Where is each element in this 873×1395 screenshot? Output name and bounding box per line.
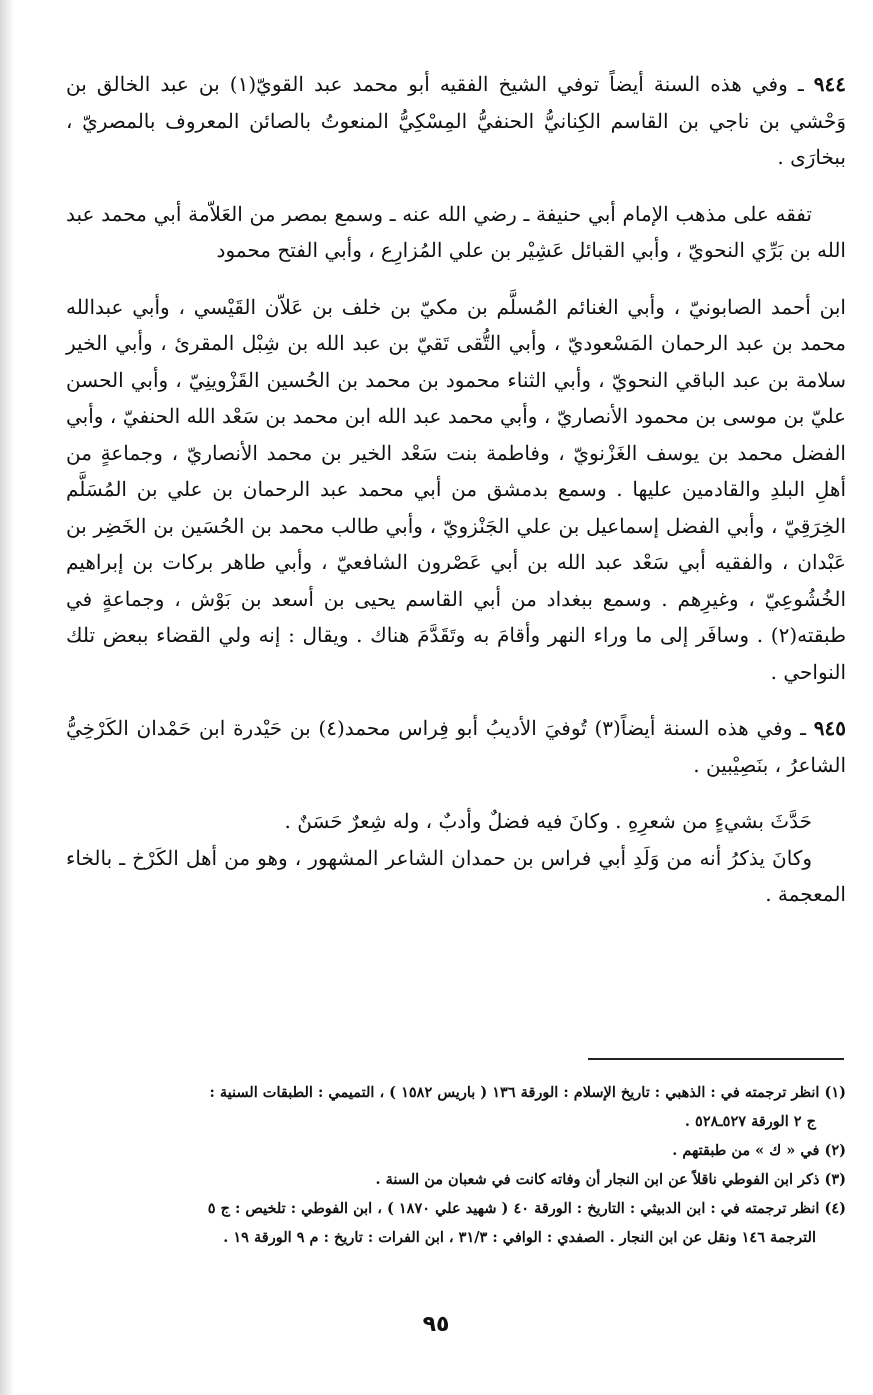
footnotes-block [66,1078,846,1252]
entry-944 [66,66,846,176]
paragraph-wakana: وكانَ يذكرُ أنه من وَلَدِ أبي فراس بن حمدان الشاعر المشهور ، وهو من أهل الكَرْخ ـ بالخاء المعجمة . [66,845,846,906]
entry-945 [66,710,846,783]
footnote-4-line-2: الترجمة ١٤٦ ونقل عن ابن النجار . الصفدي : الوافي : ٣١/٣ ، ابن الفرات : تاريخ : م ٩ الورقة ١٩ . [223,1229,816,1246]
main-text-block [66,66,846,913]
entry-944-number: ٩٤٤ [813,72,847,96]
entry-945-text: ـ وفي هذه السنة أيضاً(٣) تُوفيَ الأديبُ أبو فِراس محمد(٤) بن حَيْدرة ابن حَمْدان الكَرْخِيُّ الشاعرُ ، بنَصِيْبين . [66,716,846,777]
footnote-1-line-1: (١) انظر ترجمته في : الذهبي : تاريخ الإسلام : الورقة ١٣٦ ( باريس ١٥٨٢ ) ، التميمي : الطبقات السنية : [209,1084,846,1101]
page-number: ٩٥ [422,1312,450,1337]
paragraph-tafaqqaha: تفقه على مذهب الإمام أبي حنيفة ـ رضي الله عنه ـ وسمع بمصر من العَلاّمة أبي محمد عبد الله بن بَرِّي النحويّ ، وأبي القبائل عَشِيْر بن علي المُزارِع ، وأبي الفتح محمود [66,201,846,262]
footnote-4-line-1: (٤) انظر ترجمته في : ابن الدبيثي : التاريخ : الورقة ٤٠ ( شهيد علي ١٨٧٠ ) ، ابن الفوطي : تلخيص : ج ٥ [207,1200,846,1217]
entry-945-number: ٩٤٥ [813,716,846,740]
footnote-1-line-2: ج ٢ الورقة ٥٢٧ـ٥٢٨ . [684,1113,816,1130]
footnote-2: (٢) في « ك » من طبقتهم . [672,1142,846,1159]
paragraph-haddatha: حَدَّثَ بشيءٍ من شعرِهِ . وكانَ فيه فضلٌ وأدبٌ ، وله شِعرٌ حَسَنٌ . [284,809,812,833]
footnote-3: (٣) ذكر ابن الفوطي ناقلاً عن ابن النجار أن وفاته كانت في شعبان من السنة . [375,1171,846,1188]
entry-944-text: ـ وفي هذه السنة أيضاً توفي الشيخ الفقيه أبو محمد عبد القويّ(١) بن عبد الخالق بن وَحْشي بن ناجي بن القاسم الكِنانيُّ الحنفيُّ المِسْكِيُّ المنعوتُ بالصائن المعروف بالمصريّ ، ببخارَى . [66,72,846,169]
page-edge-shadow [0,0,14,1395]
footnote-divider [588,1058,844,1060]
paragraph-teachers: ابن أحمد الصابونيّ ، وأبي الغنائم المُسلَّم بن مكيّ بن خلف بن عَلاّن القَيْسي ، وأبي عبدالله محمد بن عبد الرحمان المَسْعوديّ ، وأبي التُّقى تَقيّ بن عبد الله بن شِبْل المقرئ ، وأبي الخير سلامة بن عبد الباقي النحويّ ، وأبي الثناء محمود بن محمد بن الحُسين القَزْوينِيّ ، وأبي الحسن عليّ بن موسى بن محمود الأنصاريّ ، وأبي محمد عبد الله ابن محمد بن سَعْد الله الحنفيّ ، وأبي الفضل محمد بن يوسف الغَزْنويّ ، وفاطمة بنت سَعْد الخير بن محمد الأنصاريّ ، وجماعةٍ من أهلِ البلدِ والقادمين عليها . وسمع بدمشق من أبي محمد عبد الرحمان بن علي بن المُسَلَّم الخِرَقِيّ ، وأبي الفضل إسماعيل بن علي الجَنْزويّ ، وأبي طالب محمد بن الحُسَين بن الخَضِر بن عَبْدان ، والفقيه أبي سَعْد عبد الله بن أبي عَصْرون الشافعيّ ، وأبي طاهر بركات بن إبراهيم الخُشُوعِيّ ، وغيرِهم . وسمع ببغداد من أبي القاسم يحيى بن أسعد بن بَوْش ، وجماعةٍ في طبقته(٢) . وسافَر إلى ما وراء النهر وأقامَ به وتَقَدَّمَ هناك . ويقال : إنه ولي القضاء ببعض تلك النواحي . [66,294,846,684]
